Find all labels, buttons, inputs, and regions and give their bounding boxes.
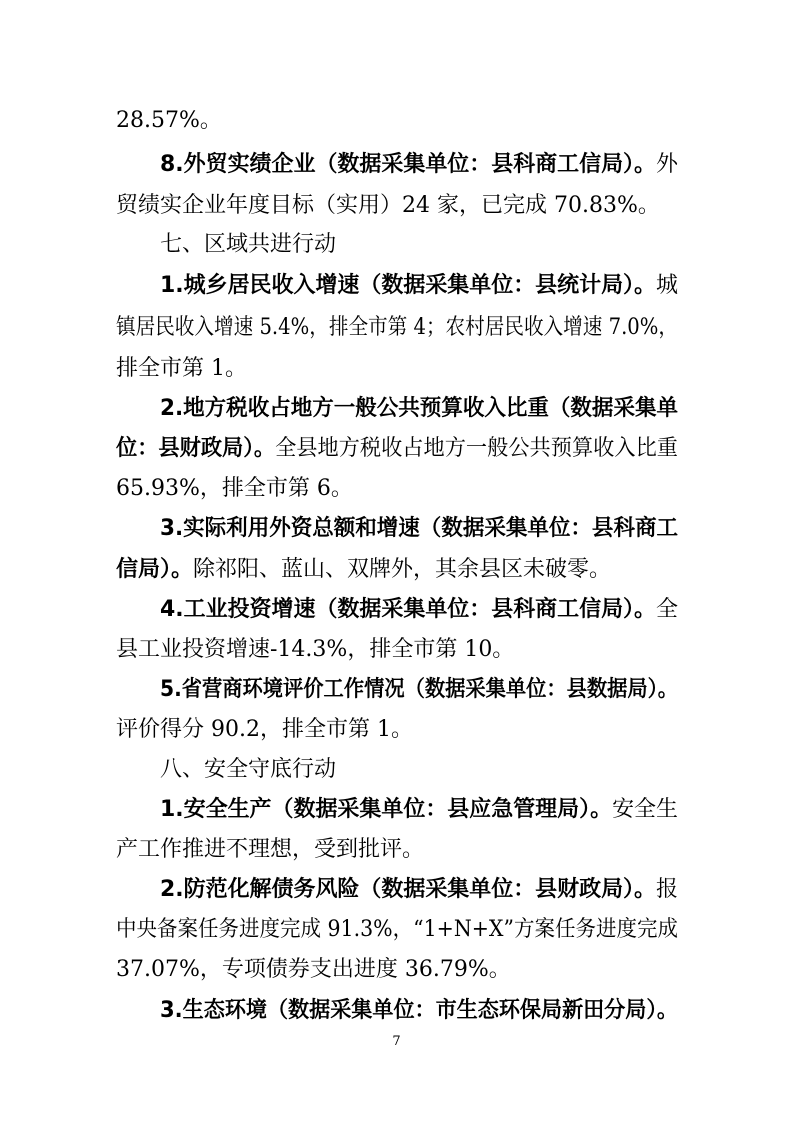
text-line [116, 191, 660, 221]
section-heading: 八、安全守底行动 [160, 757, 337, 782]
body-text: 安全生 [612, 797, 678, 822]
text-line [116, 474, 353, 504]
body-text: 37.07%，专项债券支出进度 36.79%。 [116, 957, 511, 982]
text-line [116, 555, 611, 585]
body-text: 28.57%。 [116, 108, 222, 133]
section-heading: 七、区域共进行动 [160, 232, 337, 257]
body-text: 产工作推进不理想，受到批评。 [116, 837, 425, 862]
bold-heading-text: 2.地方税收占地方一般公共预算收入比重（数据采集单 [160, 396, 678, 421]
text-line [116, 106, 222, 136]
body-text: 镇居民收入增速 5.4%，排全市第 4；农村居民收入增速 7.0%， [116, 315, 678, 340]
text-line [160, 996, 678, 1026]
bold-heading-text: 5.省营商环境评价工作情况（数据采集单位：县数据局）。 [160, 677, 678, 702]
bold-heading-text: 1.安全生产（数据采集单位：县应急管理局）。 [160, 797, 613, 822]
text-line [116, 635, 514, 665]
text-line [116, 354, 247, 384]
bold-heading-text: 1.城乡居民收入增速（数据采集单位：县统计局）。 [160, 273, 657, 298]
text-line [116, 313, 678, 343]
text-line [160, 394, 678, 424]
body-text: 报 [656, 877, 678, 902]
body-text: 排全市第 1。 [116, 356, 247, 381]
text-line [116, 915, 678, 945]
text-line [160, 595, 678, 625]
bold-heading-text: 3.实际利用外资总额和增速（数据采集单位：县科商工 [160, 516, 678, 541]
text-line [160, 795, 678, 825]
body-text: 除祁阳、蓝山、双牌外，其余县区未破零。 [193, 557, 612, 582]
text-line [116, 715, 413, 745]
body-text: 城 [656, 273, 678, 298]
bold-heading-text: 位：县财政局）。 [116, 436, 276, 461]
text-line [116, 434, 678, 464]
body-text: 中央备案任务进度完成 91.3%，“1+N+X”方案任务进度完成 [116, 917, 678, 942]
body-text: 贸绩实企业年度目标（实用）24 家，已完成 70.83%。 [116, 193, 660, 218]
body-text: 全县地方税收占地方一般公共预算收入比重 [275, 436, 678, 461]
body-text: 65.93%，排全市第 6。 [116, 476, 353, 501]
text-line [160, 514, 678, 544]
text-line [116, 835, 424, 865]
text-line [160, 230, 336, 260]
text-line [160, 150, 678, 180]
bold-heading-text: 8.外贸实绩企业（数据采集单位：县科商工信局）。 [160, 152, 657, 177]
page-number: 7 [392, 1034, 401, 1049]
body-text: 评价得分 90.2，排全市第 1。 [116, 717, 413, 742]
body-text: 县工业投资增速-14.3%，排全市第 10。 [116, 637, 515, 662]
bold-heading-text: 3.生态环境（数据采集单位：市生态环保局新田分局）。 [160, 998, 678, 1023]
text-line [160, 271, 678, 301]
text-line [160, 675, 678, 705]
bold-heading-text: 2.防范化解债务风险（数据采集单位：县财政局）。 [160, 877, 657, 902]
bold-heading-text: 信局）。 [116, 557, 194, 582]
bold-heading-text: 4.工业投资增速（数据采集单位：县科商工信局）。 [160, 597, 657, 622]
body-text: 全 [656, 597, 678, 622]
text-line [160, 755, 336, 785]
text-line [160, 875, 678, 905]
text-line [116, 955, 511, 985]
body-text: 外 [656, 152, 678, 177]
